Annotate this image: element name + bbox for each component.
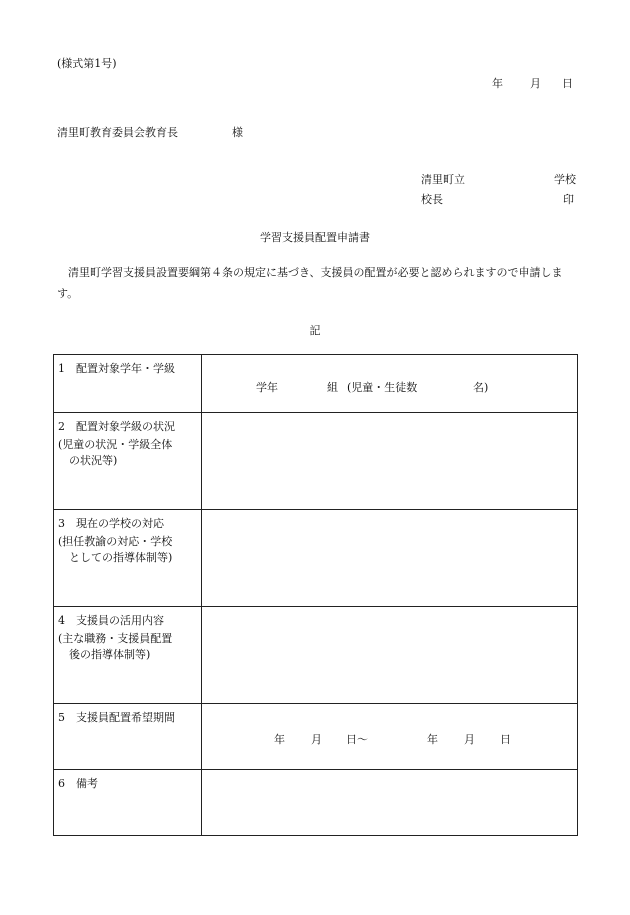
row-label — [54, 704, 202, 770]
table-row — [54, 413, 578, 510]
table-row — [54, 704, 578, 770]
start-day-label: 日〜 — [346, 733, 368, 746]
addressee-name: 清里町教育委員会教育長 — [57, 126, 178, 139]
document-title: 学習支援員配置申請書 — [260, 231, 370, 244]
date-month: 月 — [530, 77, 541, 90]
ki-marker: 記 — [309, 324, 321, 337]
school-response-field[interactable] — [202, 510, 578, 607]
class-label: 組 — [327, 381, 338, 394]
row-heading: 3 現在の学校の対応 — [58, 517, 164, 530]
row-label — [54, 413, 202, 510]
row-subheading: 後の指導体制等) — [69, 648, 151, 661]
grade-label: 学年 — [256, 381, 278, 394]
seal-mark: 印 — [563, 193, 574, 206]
table-row — [54, 770, 578, 836]
school-prefix: 清里町立 — [421, 173, 465, 186]
remarks-field[interactable] — [202, 770, 578, 836]
row-subheading: としての指導体制等) — [69, 551, 173, 564]
row-heading: 2 配置対象学級の状況 — [58, 420, 175, 433]
grade-class-field[interactable] — [202, 355, 578, 413]
addressee-honorific: 様 — [232, 126, 243, 139]
row-label — [54, 510, 202, 607]
start-year-label: 年 — [274, 733, 285, 746]
body-paragraph: 清里町学習支援員設置要綱第４条の規定に基づき、支援員の配置が必要と認められますので申請します。 — [57, 266, 563, 300]
row-subheading: の状況等) — [69, 454, 118, 467]
application-form-table — [53, 354, 578, 836]
row-subheading: (主な職務・支援員配置 — [58, 632, 173, 645]
row-subheading: (児童の状況・学級全体 — [58, 438, 173, 451]
student-count-label: (児童・生徒数 — [347, 381, 418, 394]
row-subheading: (担任教諭の対応・学校 — [58, 535, 173, 548]
row-heading: 4 支援員の活用内容 — [58, 614, 164, 627]
row-heading: 1 配置対象学年・学級 — [58, 362, 175, 375]
end-year-label: 年 — [427, 733, 438, 746]
date-year: 年 — [492, 77, 503, 90]
table-row — [54, 355, 578, 413]
row-heading: 5 支援員配置希望期間 — [58, 711, 175, 724]
end-day-label: 日 — [500, 733, 511, 746]
table-row — [54, 607, 578, 704]
row-label — [54, 607, 202, 704]
row-label — [54, 355, 202, 413]
table-row — [54, 510, 578, 607]
end-month-label: 月 — [464, 733, 475, 746]
desired-period-field[interactable] — [202, 704, 578, 770]
principal-label: 校長 — [421, 193, 443, 206]
row-label — [54, 770, 202, 836]
start-month-label: 月 — [311, 733, 322, 746]
row-heading: 6 備考 — [58, 777, 98, 790]
form-number: (様式第1号) — [57, 57, 117, 70]
school-suffix: 学校 — [554, 173, 576, 186]
date-day: 日 — [562, 77, 573, 90]
application-date — [492, 75, 573, 91]
student-count-unit: 名) — [473, 381, 489, 394]
support-usage-field[interactable] — [202, 607, 578, 704]
class-status-field[interactable] — [202, 413, 578, 510]
